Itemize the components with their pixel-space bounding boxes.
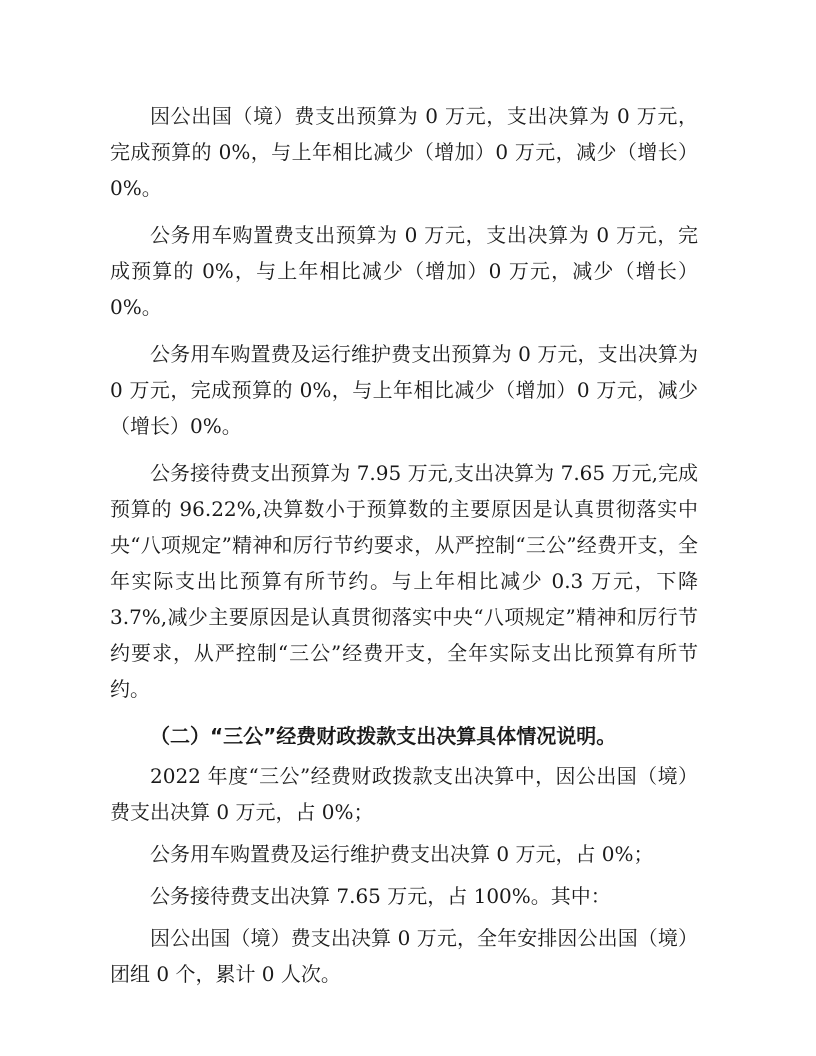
paragraph-section-outbound: 因公出国（境）费支出决算 0 万元，全年安排因公出国（境）团组 0 个，累计 0 人次。 (110, 926, 698, 986)
paragraph-official-reception: 公务接待费支出预算为 7.95 万元,支出决算为 7.65 万元,完成预算的 96.22%,决算数小于预算数的主要原因是认真贯彻落实中央“八项规定”精神和厉行节约要求，从严控制“三公”经费开支，全年实际支出比预算有所节约。与上年相比减少 0.3 万元，下降 3.7%,减少主要原因是认真贯彻落实中央“八项规定”精神和厉行节约要求，从严控制“三公”经费开支，全年实际支出比预算有所节约。 (110, 461, 698, 701)
paragraph-section-summary: 2022 年度“三公”经费财政拨款支出决算中，因公出国（境）费支出决算 0 万元，占 0%； (110, 764, 698, 824)
paragraph-vehicle-purchase-operation: 公务用车购置费及运行维护费支出预算为 0 万元，支出决算为 0 万元，完成预算的 0%，与上年相比减少（增加）0 万元，减少（增长）0%。 (110, 342, 698, 438)
paragraph-outbound-travel: 因公出国（境）费支出预算为 0 万元，支出决算为 0 万元，完成预算的 0%，与上年相比减少（增加）0 万元，减少（增长）0%。 (110, 104, 698, 200)
paragraph-section-vehicle: 公务用车购置费及运行维护费支出决算 0 万元，占 0%； (150, 842, 654, 866)
paragraph-section-reception: 公务接待费支出决算 7.65 万元，占 100%。其中： (150, 884, 611, 908)
document-body (110, 98, 698, 998)
section-heading: （二）“三公”经费财政拨款支出决算具体情况说明。 (150, 724, 617, 748)
paragraph-vehicle-purchase: 公务用车购置费支出预算为 0 万元，支出决算为 0 万元，完成预算的 0%，与上年相比减少（增加）0 万元，减少（增长）0%。 (110, 223, 698, 319)
